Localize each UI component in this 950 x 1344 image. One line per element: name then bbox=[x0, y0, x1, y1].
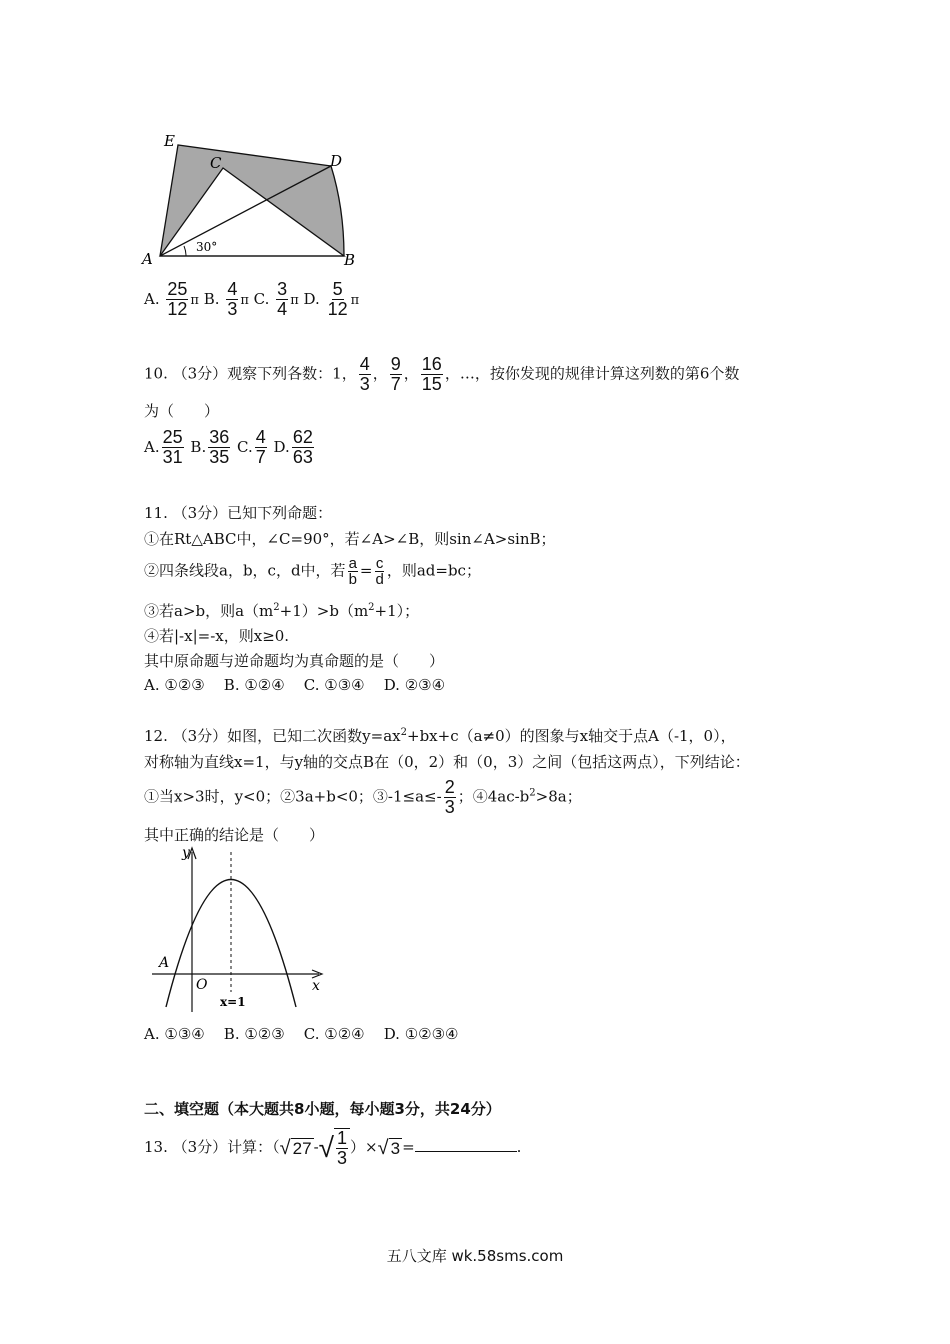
q12-label-axis: x=1 bbox=[220, 995, 246, 1009]
q13-sqrt-frac: √ $\frac{1}{3}$ bbox=[319, 1128, 350, 1168]
q12-label-x: x bbox=[312, 978, 320, 994]
q10-option-a: A. $\frac{25}{31}$ bbox=[144, 427, 183, 467]
q9-label-b: B bbox=[344, 251, 356, 268]
q9-option-a: A. $\frac{25}{12}$ π bbox=[144, 279, 199, 319]
q12-stem-line3: ①当x>3时，y<0；②3a+b<0；③-1≤a≤- $\frac{2}{3}$ ；$④4ac-b^2>8a$； bbox=[144, 777, 582, 817]
q10-option-d: D. $\frac{62}{63}$ bbox=[273, 427, 313, 467]
q9-options bbox=[144, 280, 359, 319]
q11-option-d: D. ②③④ bbox=[383, 676, 446, 694]
q12-label-o: O bbox=[196, 977, 208, 993]
q9-label-e: E bbox=[164, 132, 175, 150]
q11-proposition-1: ①在Rt△ABC中，∠C=90°，若∠A>∠B，则sin∠A>sinB； bbox=[144, 530, 556, 548]
q10-option-b: B. $\frac{36}{35}$ bbox=[190, 427, 230, 467]
q12-label-y: y bbox=[182, 845, 190, 861]
q12-label-a: A bbox=[159, 955, 170, 971]
q11-question: 其中原命题与逆命题均为真命题的是（ ） bbox=[144, 652, 445, 670]
q12-stem-line1: 12. （3分）如图，已知二次函数$y=ax^2+bx+c(a\ne 0)$的图象与x轴交于点A（-1，0）， bbox=[144, 727, 736, 745]
q13-sqrt-27: √ 27 bbox=[279, 1136, 312, 1159]
q9-label-c: C bbox=[210, 154, 222, 172]
q10-options bbox=[144, 428, 316, 467]
q13-stem: 13. （3分）计算：（ √ 27 - √ $\frac{1}{3}$ ）× √ 3 = . bbox=[144, 1128, 522, 1168]
q12-stem-line2: 对称轴为直线x=1，与y轴的交点B在（0，2）和（0，3）之间（包括这两点），下列结论： bbox=[144, 753, 750, 771]
q11-proposition-2: ②四条线段a，b，c，d中，若 $\frac{a}{b}$ = $\frac{c}{d}$ ，则ad=bc； bbox=[144, 555, 481, 588]
q12-option-c: C. ①②④ bbox=[303, 1025, 365, 1043]
q9-angle-label: 30° bbox=[196, 240, 218, 254]
q10-stem-line2: 为（ ） bbox=[144, 402, 220, 420]
q13-answer-blank[interactable] bbox=[415, 1135, 517, 1152]
q11-proposition-4: ④若|-x|=-x，则x≥0. bbox=[144, 627, 290, 645]
q11-option-c: C. ①③④ bbox=[303, 676, 365, 694]
q10-stem-line1: 10. （3分）观察下列各数：1， $\frac{4}{3}$ ， $\frac{9}{7}$ ， $\frac{16}{15}$ ，…，按你发现的规律计算这列数的第6个数 bbox=[144, 354, 740, 394]
q12-figure bbox=[144, 842, 334, 1017]
q12-options bbox=[144, 1025, 459, 1043]
q9-label-d: D bbox=[330, 152, 343, 170]
q12-option-d: D. ①②③④ bbox=[383, 1025, 459, 1043]
q9-option-b: B. $\frac{4}{3}$ π bbox=[203, 279, 249, 319]
q12-option-a: A. ①③④ bbox=[144, 1025, 205, 1043]
q11-option-a: A. ①②③ bbox=[144, 676, 205, 694]
q11-stem: 11. （3分）已知下列命题： bbox=[144, 504, 333, 522]
section-2-title: 二、填空题（本大题共8小题，每小题3分，共24分） bbox=[144, 1100, 501, 1118]
q13-sqrt-3: √ 3 bbox=[377, 1136, 401, 1159]
q12-option-b: B. ①②③ bbox=[223, 1025, 285, 1043]
q9-option-d: D. $\frac{5}{12}$ π bbox=[303, 279, 360, 319]
q9-label-a: A bbox=[142, 250, 153, 268]
q11-options bbox=[144, 676, 445, 694]
q11-proposition-3: ③若a>b，则$a(m^2+1)>b(m^2+1)$； bbox=[144, 602, 420, 620]
page-footer: 五八文库 wk.58sms.com bbox=[386, 1247, 564, 1265]
q11-option-b: B. ①②④ bbox=[223, 676, 285, 694]
q9-figure bbox=[138, 128, 368, 268]
q9-option-c: C. $\frac{3}{4}$ π bbox=[253, 279, 299, 319]
q12-question: 其中正确的结论是（ ） bbox=[144, 826, 325, 844]
q10-option-c: C. $\frac{4}{7}$ bbox=[237, 427, 266, 467]
